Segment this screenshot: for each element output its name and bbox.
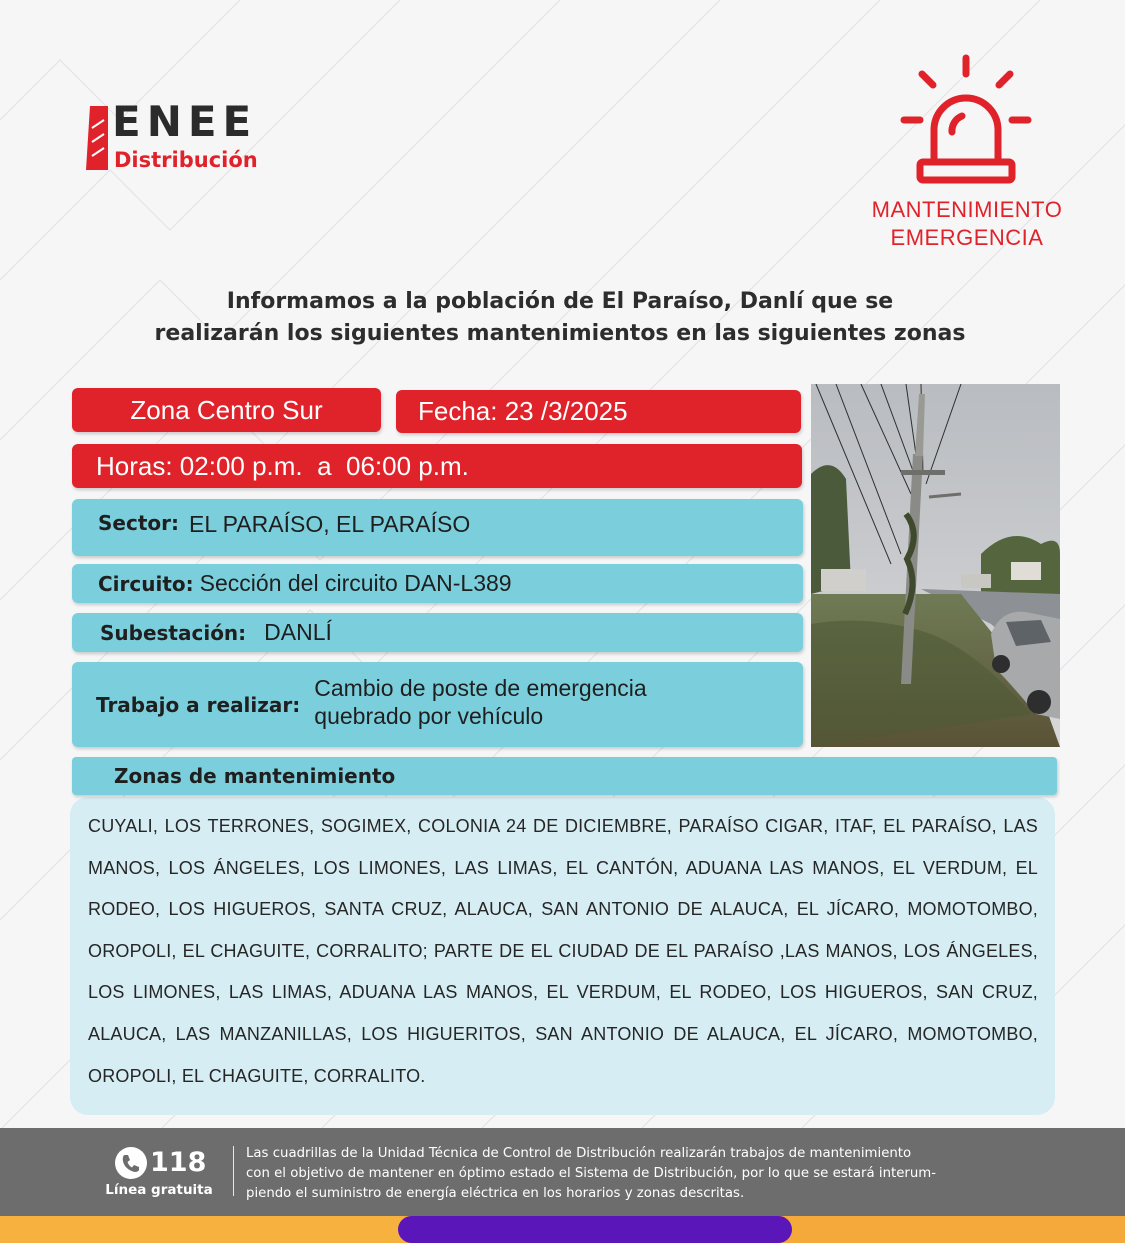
work-pill	[72, 662, 803, 747]
intro-line2: realizarán los siguientes mantenimientos en las siguientes zonas	[154, 321, 966, 346]
logo-brand: ENEE	[112, 97, 258, 146]
work-value-line1: Cambio de poste de emergencia	[314, 674, 647, 701]
zones-header	[72, 757, 1057, 795]
phone-icon	[114, 1146, 148, 1180]
work-label: Trabajo a realizar:	[96, 692, 301, 717]
emergency-badge	[856, 52, 1078, 257]
emergency-line1: MANTENIMIENTO	[871, 197, 1063, 222]
emergency-line2: EMERGENCIA	[890, 225, 1044, 250]
sector-value: EL PARAÍSO, EL PARAÍSO	[189, 511, 471, 537]
footer-line3: piendo el suministro de energía eléctrica en los horarios y zonas descritas.	[246, 1186, 745, 1201]
zone-value: Zona Centro Sur	[130, 394, 323, 425]
hours-pill	[72, 444, 802, 488]
logo-subtitle: Distribución	[114, 148, 258, 172]
phone-number: 118	[150, 1147, 207, 1178]
hours-value: Horas: 02:00 p.m. a 06:00 p.m.	[96, 450, 469, 481]
sector-pill	[72, 499, 803, 556]
circuit-label: Circuito:	[98, 571, 194, 596]
zones-title: Zonas de mantenimiento	[114, 764, 396, 788]
zone-pill	[72, 388, 381, 432]
zones-list: CUYALI, LOS TERRONES, SOGIMEX, COLONIA 24 DE DICIEMBRE, PARAÍSO CIGAR, ITAF, EL PARAÍSO, LAS MANOS, LOS ÁNGELES, LOS LIMONES, LAS LIMAS, EL CANTÓN, ADUANA LAS MANOS, EL VERDUM, EL RODEO, LOS HIGUEROS, SANTA CRUZ, ALAUCA, SAN ANTONIO DE ALAUCA, EL JÍCARO, MOMOTOMBO, OROPOLI, EL CHAGUITE, CORRALITO; PARTE DE EL CIUDAD DE EL PARAÍSO ,LAS MANOS, LOS ÁNGELES, LOS LIMONES, LAS LIMAS, ADUANA LAS MANOS, EL VERDUM, EL RODEO, LOS HIGUEROS, SAN CRUZ, ALAUCA, LAS MANZANILLAS, LOS HIGUERITOS, SAN ANTONIO DE ALAUCA, EL JÍCARO, MOMOTOMBO, OROPOLI, EL CHAGUITE, CORRALITO.	[88, 816, 1038, 1086]
phone-label: Línea gratuita	[105, 1182, 213, 1198]
logo-mark-icon	[86, 106, 108, 170]
circuit-pill	[72, 564, 803, 603]
photo-scene	[811, 384, 1060, 747]
substation-pill	[72, 613, 803, 652]
substation-value: DANLÍ	[264, 619, 332, 645]
broken-utility-pole-photo	[811, 384, 1060, 747]
footer-line2: con el objetivo de mantener en óptimo estado el Sistema de Distribución, por lo que se estará interum-	[246, 1166, 937, 1181]
siren-icon	[898, 52, 1038, 187]
work-value	[314, 674, 646, 730]
bar-orange-segment	[0, 1216, 412, 1243]
sector-label: Sector:	[98, 511, 179, 535]
intro-line1: Informamos a la población de El Paraíso, Danlí que se	[226, 289, 894, 314]
intro-text	[60, 286, 1060, 350]
hotline	[96, 1146, 222, 1202]
bottom-color-bar	[0, 1216, 1125, 1243]
footer-line1: Las cuadrillas de la Unidad Técnica de Control de Distribución realizarán trabajos de mantenimiento	[246, 1146, 912, 1161]
bar-purple-segment	[398, 1216, 792, 1243]
work-value-line2: quebrado por vehículo	[314, 702, 544, 729]
date-pill	[396, 390, 801, 433]
date-value: Fecha: 23 /3/2025	[418, 396, 628, 426]
substation-label: Subestación:	[100, 620, 247, 645]
circuit-value: Sección del circuito DAN-L389	[199, 570, 512, 596]
footer-notice	[246, 1144, 1046, 1204]
emergency-label	[856, 196, 1078, 252]
footer-divider	[233, 1146, 234, 1196]
footer	[0, 1128, 1125, 1216]
enee-logo	[86, 97, 316, 174]
